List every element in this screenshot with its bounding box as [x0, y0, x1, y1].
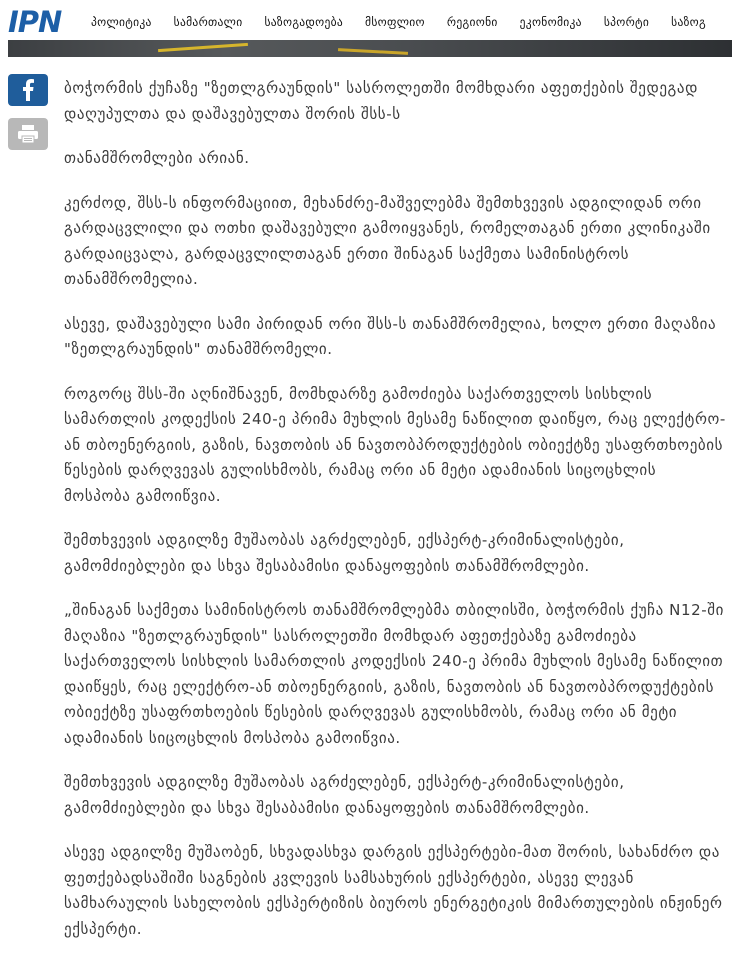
article-paragraph: თანამშრომლები არიან. — [64, 149, 250, 167]
article-paragraph: „შინაგან საქმეთა სამინისტროს თანამშრომლებმა თბილისში, ბოჭორმის ქუჩა N12-ში მაღაზია "ზეთლგრაუნდის" სასროლეთში მომხდარ აფეთქებაზე გამოძიება საქართველოს სისხლის სამართლის კოდექსის 240-ე პრიმა მუხლის მესამე ნაწილით დაიწყეს, რაც ელექტრო-ან თბოენერგიის, გაზის, ნავთობის ან ნავთობპროდუქტების ობიექტზე უსაფრთხოების წესების დარღვევას გულისხმობს, რამაც ორი ან მეტი ადამიანის სიცოცხლის მოსპობა გამოიწვია. — [64, 601, 725, 747]
article-hero-image — [8, 40, 732, 57]
main-nav — [91, 0, 728, 44]
article-paragraph: ბოჭორმის ქუჩაზე "ზეთლგრაუნდის" სასროლეთში მომხდარი აფეთქების შედეგად დაღუპულთა და დაშავებულთა შორის შსს-ს — [64, 79, 698, 123]
nav-item-politics[interactable]: პოლიტიკა — [91, 15, 152, 29]
article-body — [64, 76, 728, 961]
article-paragraph: როგორც შსს-ში აღნიშნავენ, მომხდარზე გამოძიება საქართველოს სისხლის სამართლის კოდექსის 240-ე პრიმა მუხლის მესამე ნაწილით დაიწყო, რაც ელექტრო-ან თბოენერგიის, გაზის, ნავთობის ან ნავთობპროდუქტების ობიექტზე უსაფრთხოების წესების დარღვევას გულისხმობს, რამაც ორი ან მეტი ადამიანის სიცოცხლის მოსპობა გამოიწვია. — [64, 384, 726, 505]
nav-item-world[interactable]: მსოფლიო — [365, 15, 425, 29]
print-button[interactable] — [8, 118, 48, 150]
facebook-icon — [21, 79, 35, 101]
nav-item-economy[interactable]: ეკონომიკა — [519, 15, 582, 29]
article-paragraph: შემთხვევის ადგილზე მუშაობას აგრძელებენ, ექსპერტ-კრიმინალისტები, გამომძიებლები და სხვა შესაბამისი დანაყოფების თანამშრომლები. — [64, 531, 625, 575]
article-paragraph: შემთხვევის ადგილზე მუშაობას აგრძელებენ, ექსპერტ-კრიმინალისტები, გამომძიებლები და სხვა შესაბამისი დანაყოფების თანამშრომლები. — [64, 773, 625, 817]
article-paragraph: კერძოდ, შსს-ს ინფორმაციით, მეხანძრე-მაშველებმა შემთხვევის ადგილიდან ორი გარდაცვლილი და ოთხი დაშავებული გამოიყვანეს, რომელთაგან ერთი კლინიკაში გარდაიცვალა, გარდაცვლილთაგან ერთი შინაგან საქმეთა სამინისტროს თანამშრომელია. — [64, 193, 711, 288]
printer-icon — [17, 124, 39, 144]
nav-item-society-2[interactable]: საზოგ — [671, 15, 706, 29]
nav-item-society[interactable]: საზოგადოება — [264, 15, 344, 29]
article-paragraph: ასევე, დაშავებული სამი პირიდან ორი შსს-ს თანამშრომელია, ხოლო ერთი მაღაზია "ზეთლგრაუნდის" თანამშრომელი. — [64, 314, 717, 358]
article-paragraph: ასევე ადგილზე მუშაობენ, სხვადასხვა დარგის ექსპერტები-მათ შორის, სახანძრო და ფეთქებადსაშიში საგნების კვლევის სამსახურის ექსპერტები, ასევე ლევან სამხარაულის სახელობის ექსპერტიზის ბიუროს ენერგეტიკის მიმართულების ინჟინერ ექსპერტი. — [64, 843, 723, 938]
site-logo[interactable]: IPN — [8, 5, 62, 39]
top-navigation-bar — [0, 0, 736, 44]
facebook-share-button[interactable] — [8, 74, 48, 106]
nav-item-law[interactable]: სამართალი — [173, 15, 243, 29]
nav-item-region[interactable]: რეგიონი — [446, 15, 498, 29]
nav-item-sport[interactable]: სპორტი — [603, 15, 650, 29]
